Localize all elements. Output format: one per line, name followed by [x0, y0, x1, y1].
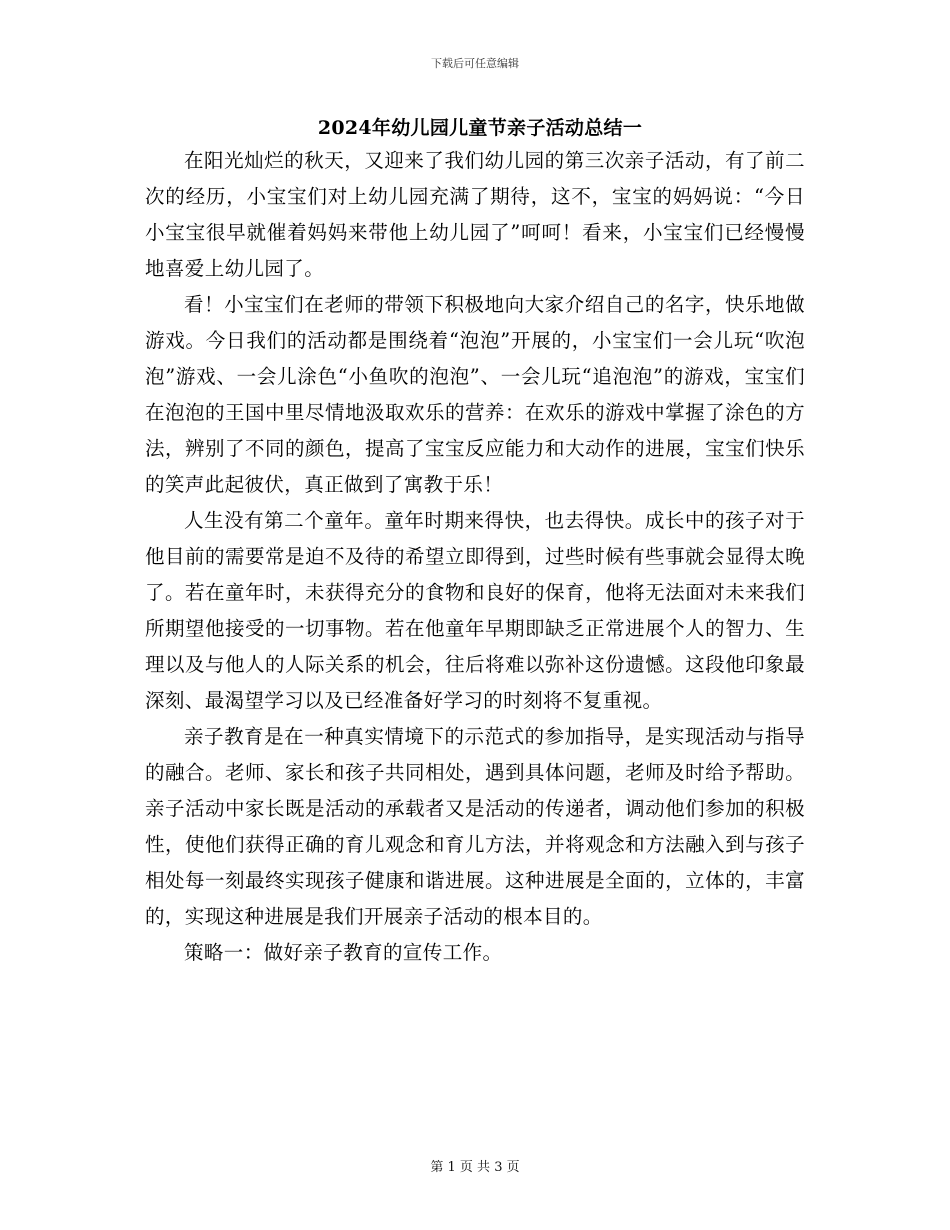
paragraph-1: 在阳光灿烂的秋天，又迎来了我们幼儿园的第三次亲子活动，有了前二次的经历，小宝宝们对上幼儿园充满了期待，这不，宝宝的妈妈说：“今日小宝宝很早就催着妈妈来带他上幼儿园了”呵呵！看来，小宝宝们已经慢慢地喜爱上幼儿园了。 — [145, 149, 805, 280]
header-note: 下载后可任意编辑 — [431, 57, 519, 70]
document-title: 2024年幼儿园儿童节亲子活动总结一 — [317, 117, 643, 139]
document-body — [145, 143, 805, 971]
paragraph-3: 人生没有第二个童年。童年时期来得快，也去得快。成长中的孩子对于他目前的需要常是迫不及待的希望立即得到，过些时候有些事就会显得太晚了。若在童年时，未获得充分的食物和良好的保育，他将无法面对未来我们所期望他接受的一切事物。若在他童年早期即缺乏正常进展个人的智力、生理以及与他人的人际关系的机会，往后将难以弥补这份遗憾。这段他印象最深刻、最渴望学习以及已经准备好学习的时刻将不复重视。 — [145, 509, 805, 712]
page-footer: 第 1 页 共 3 页 — [430, 1160, 520, 1175]
paragraph-2: 看！小宝宝们在老师的带领下积极地向大家介绍自己的名字，快乐地做游戏。今日我们的活动都是围绕着“泡泡”开展的，小宝宝们一会儿玩“吹泡泡”游戏、一会儿涂色“小鱼吹的泡泡”、一会儿玩“追泡泡”的游戏，宝宝们在泡泡的王国中里尽情地汲取欢乐的营养：在欢乐的游戏中掌握了涂色的方法，辨别了不同的颜色，提高了宝宝反应能力和大动作的进展，宝宝们快乐的笑声此起彼伏，真正做到了寓教于乐！ — [145, 293, 805, 496]
paragraph-4: 亲子教育是在一种真实情境下的示范式的参加指导，是实现活动与指导的融合。老师、家长和孩子共同相处，遇到具体问题，老师及时给予帮助。亲子活动中家长既是活动的承载者又是活动的传递者，调动他们参加的积极性，使他们获得正确的育儿观念和育儿方法，并将观念和方法融入到与孩子相处每一刻最终实现孩子健康和谐进展。这种进展是全面的，立体的，丰富的，实现这种进展是我们开展亲子活动的根本目的。 — [145, 725, 805, 928]
paragraph-5: 策略一：做好亲子教育的宣传工作。 — [184, 941, 503, 964]
